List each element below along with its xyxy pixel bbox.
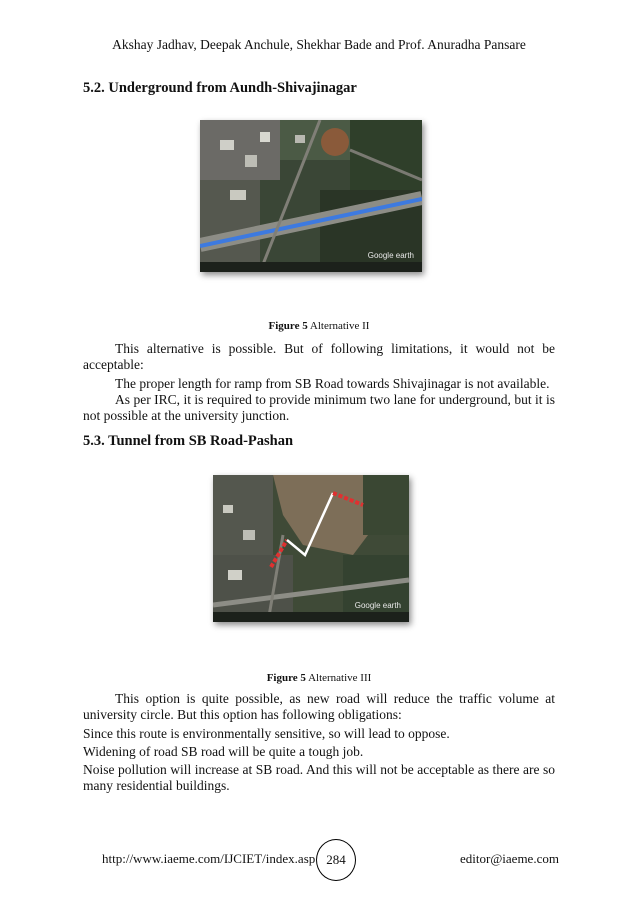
paragraph: As per IRC, it is required to provide minimum two lane for underground, but it is not possible at the university junction. xyxy=(83,392,555,423)
paragraph: Since this route is environmentally sensitive, so will lead to oppose. xyxy=(83,726,450,741)
satellite-image xyxy=(213,475,409,622)
running-header: Akshay Jadhav, Deepak Anchule, Shekhar Bade and Prof. Anuradha Pansare xyxy=(112,37,526,52)
paragraph: This option is quite possible, as new road will reduce the traffic volume at university circle. But this option has following obligations: xyxy=(83,691,555,722)
figure-caption-text: Alternative III xyxy=(305,672,372,684)
figure-label: Figure 5 xyxy=(268,320,308,332)
figure-label: Figure 5 xyxy=(266,672,306,684)
paragraph: Noise pollution will increase at SB road. And this will not be acceptable as there are so many residential buildings. xyxy=(83,762,555,793)
section-heading-5-3: 5.3. Tunnel from SB Road-Pashan xyxy=(83,433,294,449)
map-logo: Google earth xyxy=(367,251,414,260)
aerial-map-alternative-2 xyxy=(200,120,422,272)
satellite-image xyxy=(200,120,422,272)
section-heading-5-2: 5.2. Underground from Aundh-Shivajinagar xyxy=(83,80,357,96)
map-logo: Google earth xyxy=(354,601,401,610)
footer-email-link[interactable]: editor@iaeme.com xyxy=(460,851,559,866)
footer-url-link[interactable]: http://www.iaeme.com/IJCIET/index.asp xyxy=(102,851,316,866)
figure-caption-alternative-3 xyxy=(0,672,638,684)
paragraph: Widening of road SB road will be quite a tough job. xyxy=(83,744,364,759)
paragraph: This alternative is possible. But of following limitations, it would not be acceptable: xyxy=(83,341,555,372)
page-number: 284 xyxy=(316,839,356,881)
figure-caption-alternative-2 xyxy=(0,320,638,332)
aerial-map-alternative-3 xyxy=(213,475,409,622)
paragraph: The proper length for ramp from SB Road towards Shivajinagar is not available. xyxy=(115,376,550,391)
figure-caption-text: Alternative II xyxy=(307,320,370,332)
